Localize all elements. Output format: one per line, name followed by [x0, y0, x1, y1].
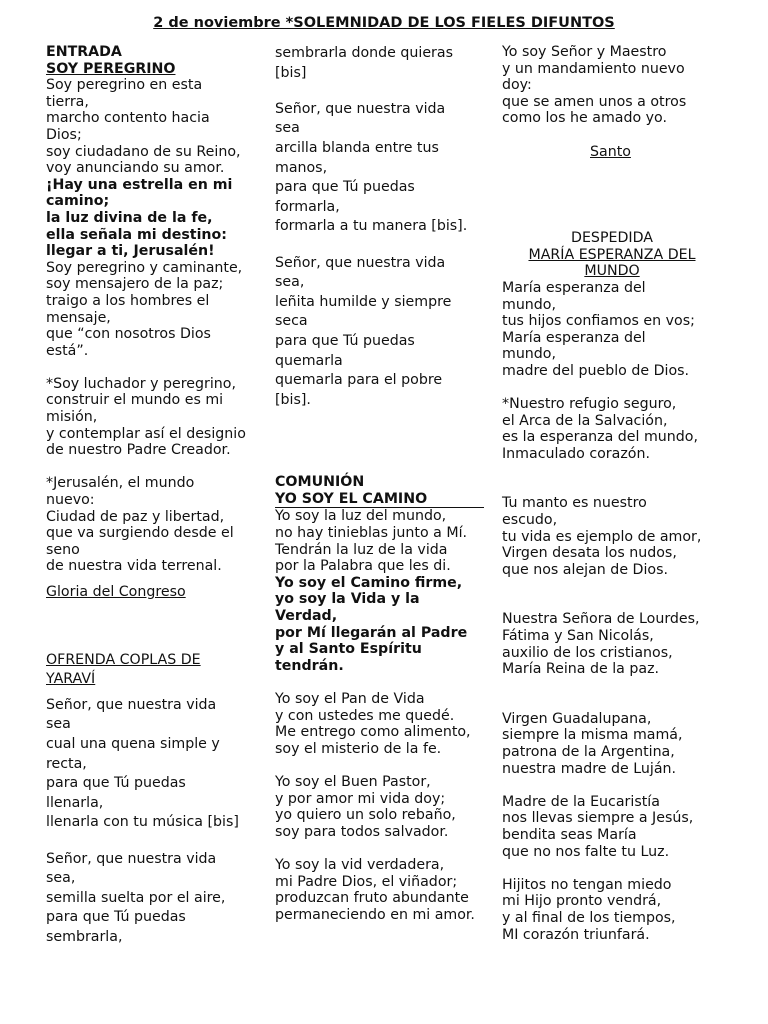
entrada-heading: ENTRADA [46, 44, 122, 60]
text-line: María Reina de la paz. [502, 661, 660, 678]
text-line: y al Santo Espíritu [275, 641, 422, 658]
entrada-verse-4 [46, 475, 271, 575]
text-line: voy anunciando su amor. [46, 160, 225, 177]
text-line: Virgen desata los nudos, [502, 545, 677, 562]
text-line: sembrarla donde quieras [275, 45, 453, 61]
despedida-verse-4 [502, 611, 724, 677]
text-line: Yo soy el Buen Pastor, [275, 773, 431, 790]
text-line: OFRENDA COPLAS DE [46, 651, 201, 668]
text-line: Virgen Guadalupana, [502, 710, 652, 727]
text-line: que nos alejan de Dios. [502, 561, 669, 578]
text-line: YARAVÍ [46, 671, 96, 688]
text-line: manos, [275, 159, 328, 176]
column-2 [275, 44, 497, 923]
text-line: auxilio de los cristianos, [502, 644, 673, 661]
text-line: doy: [502, 77, 532, 94]
text-line: Señor, que nuestra vida [275, 254, 446, 271]
comunion-verse-2 [275, 691, 497, 757]
text-line: patrona de la Argentina, [502, 744, 675, 760]
text-line: sea [46, 716, 71, 733]
text-line: escudo, [502, 512, 558, 529]
text-line: Verdad, [275, 608, 338, 625]
text-line: [bis] [275, 64, 307, 81]
text-line: misión, [46, 409, 98, 426]
text-line: María esperanza del [502, 279, 646, 296]
text-line: seno [46, 541, 80, 558]
text-line: formarla a tu manera [bis]. [275, 218, 468, 235]
despedida-verse-3 [502, 495, 724, 578]
ofrenda-verse-1 [46, 696, 271, 833]
text-line: que “con nosotros Dios [46, 326, 211, 343]
text-line: semilla suelta por el aire, [46, 889, 226, 906]
text-line: camino; [46, 193, 110, 210]
text-line: sea, [275, 274, 305, 291]
text-line: sembrarla, [46, 928, 123, 945]
entrada-verse-3 [46, 376, 271, 459]
text-line: está”. [46, 342, 89, 359]
text-line: tierra, [46, 93, 89, 110]
column-3 [502, 44, 724, 943]
text-line: Dios; [46, 126, 82, 143]
text-line: soy el misterio de la fe. [275, 740, 442, 757]
text-line: Soy peregrino en esta [46, 77, 203, 94]
text-line: mundo, [502, 346, 556, 363]
despedida-verse-5 [502, 711, 724, 777]
text-line: mensaje, [46, 309, 111, 326]
text-line: por Mí llegarán al Padre [275, 624, 468, 641]
text-line: Yo soy la luz del mundo, [275, 508, 447, 525]
text-line: traigo a los hombres el [46, 292, 210, 309]
entrada-song-title: SOY PEREGRINO [46, 60, 176, 77]
text-line: llenarla, [46, 794, 104, 811]
text-line: no hay tinieblas junto a Mí. [275, 525, 468, 542]
comunion-verse-3 [275, 774, 497, 840]
text-line: como los he amado yo. [502, 110, 667, 127]
comunion-verse-4 [275, 857, 497, 923]
text-line: la luz divina de la fe, [46, 209, 213, 226]
text-line: yo soy la Vida y la [275, 591, 420, 608]
despedida-verse-1 [502, 280, 724, 380]
text-line: de nuestra vida terrenal. [46, 558, 222, 575]
text-line: llegar a ti, Jerusalén! [46, 243, 215, 260]
text-line: tus hijos confiamos en vos; [502, 313, 695, 330]
text-line: marcho contento hacia [46, 110, 210, 127]
text-line: *Soy luchador y peregrino, [46, 375, 236, 392]
text-line: soy para todos salvador. [275, 823, 449, 840]
text-line: Ciudad de paz y libertad, [46, 508, 225, 525]
ofrenda-verse-4 [275, 254, 497, 411]
text-line: el Arca de la Salvación, [502, 412, 668, 429]
text-line: que va surgiendo desde el [46, 525, 234, 542]
text-line: madre del pueblo de Dios. [502, 362, 690, 379]
text-line: leñita humilde y siempre [275, 293, 452, 310]
text-line: Yo soy el Pan de Vida [275, 691, 425, 707]
text-line: *Nuestro refugio seguro, [502, 396, 677, 413]
text-line: tendrán. [275, 657, 344, 674]
text-line: soy mensajero de la paz; [46, 276, 224, 293]
entrada-chorus [46, 177, 271, 260]
text-line: Yo soy la vid verdadera, [275, 856, 445, 873]
entrada-verse-1 [46, 77, 271, 177]
text-line: nuestra madre de Luján. [502, 760, 677, 777]
entrada-verse-2 [46, 260, 271, 360]
text-line: cual una quena simple y [46, 735, 220, 752]
despedida-heading: DESPEDIDA [571, 230, 653, 247]
text-line: y con ustedes me quedé. [275, 707, 455, 724]
text-line: para que Tú puedas [275, 179, 415, 196]
text-line: sea, [46, 870, 76, 887]
text-line: Señor, que nuestra vida [275, 100, 446, 117]
text-line: de nuestro Padre Creador. [46, 442, 231, 459]
comunion-chorus [275, 575, 497, 675]
text-line: Hijitos no tengan miedo [502, 876, 672, 893]
text-line: tu vida es ejemplo de amor, [502, 528, 702, 545]
text-line: llenarla con tu música [bis] [46, 814, 239, 831]
text-line: Madre de la Eucaristía [502, 793, 660, 810]
text-line: produzcan fruto abundante [275, 890, 469, 907]
text-line: Yo soy el Camino firme, [275, 574, 463, 591]
text-line: Nuestra Señora de Lourdes, [502, 611, 700, 628]
comunion-verse-5 [502, 44, 724, 127]
text-line: yo quiero un solo rebaño, [275, 807, 456, 824]
text-line: soy ciudadano de su Reino, [46, 143, 241, 160]
text-line: que no nos falte tu Luz. [502, 843, 670, 860]
text-line: recta, [46, 755, 87, 772]
text-line: para que Tú puedas [46, 909, 186, 926]
text-line: Me entrego como alimento, [275, 724, 471, 741]
text-line: bendita seas María [502, 826, 637, 843]
text-line: por la Palabra que les di. [275, 558, 451, 575]
despedida-verse-2 [502, 396, 724, 462]
text-line: arcilla blanda entre tus [275, 139, 439, 156]
text-line: y al final de los tiempos, [502, 909, 676, 926]
text-line: Yo soy Señor y Maestro [502, 44, 667, 60]
text-line: siempre la misma mamá, [502, 727, 683, 744]
comunion-song-title: YO SOY EL CAMINO [275, 491, 484, 509]
text-line: quemarla [275, 352, 343, 369]
page-title: 2 de noviembre *SOLEMNIDAD DE LOS FIELES DIFUNTOS [153, 15, 615, 31]
despedida-verse-6 [502, 794, 724, 860]
text-line: MUNDO [584, 263, 640, 280]
text-line: ¡Hay una estrella en mi [46, 176, 233, 193]
text-line: MARÍA ESPERANZA DEL [528, 246, 696, 263]
ofrenda-heading [46, 651, 271, 690]
text-line: Tendrán la luz de la vida [275, 541, 448, 558]
text-line: seca [275, 313, 308, 330]
text-line: MI corazón triunfará. [502, 926, 650, 943]
text-line: ella señala mi destino: [46, 226, 227, 243]
text-line: Señor, que nuestra vida [46, 850, 217, 867]
text-line: Fátima y San Nicolás, [502, 628, 654, 645]
text-line: y por amor mi vida doy; [275, 790, 446, 807]
text-line: que se amen unos a otros [502, 93, 687, 110]
text-line: Tu manto es nuestro [502, 495, 647, 512]
text-line: mi Hijo pronto vendrá, [502, 893, 662, 910]
text-line: Señor, que nuestra vida [46, 696, 217, 713]
text-line: [bis]. [275, 391, 311, 408]
santo-title: Santo [590, 143, 631, 160]
despedida-song-title [502, 247, 722, 280]
text-line: formarla, [275, 198, 340, 215]
text-line: Inmaculado corazón. [502, 445, 650, 462]
text-line: para que Tú puedas [46, 775, 186, 792]
text-line: Soy peregrino y caminante, [46, 259, 243, 276]
text-line: *Jerusalén, el mundo [46, 475, 195, 492]
text-line: y un mandamiento nuevo [502, 60, 685, 77]
text-line: María esperanza del [502, 329, 646, 346]
text-line: nuevo: [46, 492, 95, 509]
ofrenda-verse-2 [46, 850, 271, 948]
text-line: construir el mundo es mi [46, 392, 224, 409]
comunion-verse-1 [275, 508, 497, 574]
text-line: permaneciendo en mi amor. [275, 906, 475, 923]
text-line: y contemplar así el designio [46, 425, 246, 442]
column-1 [46, 44, 271, 948]
gloria-title: Gloria del Congreso [46, 584, 186, 600]
text-line: mundo, [502, 296, 556, 313]
text-line: mi Padre Dios, el viñador; [275, 873, 458, 890]
text-line: para que Tú puedas [275, 332, 415, 349]
text-line: sea [275, 120, 300, 137]
comunion-heading: COMUNIÓN [275, 474, 365, 491]
despedida-verse-7 [502, 877, 724, 943]
ofrenda-verse-3 [275, 100, 497, 237]
text-line: nos llevas siempre a Jesús, [502, 810, 694, 827]
text-line: es la esperanza del mundo, [502, 429, 698, 446]
ofrenda-verse-2-continued [275, 44, 497, 83]
text-line: quemarla para el pobre [275, 372, 443, 389]
